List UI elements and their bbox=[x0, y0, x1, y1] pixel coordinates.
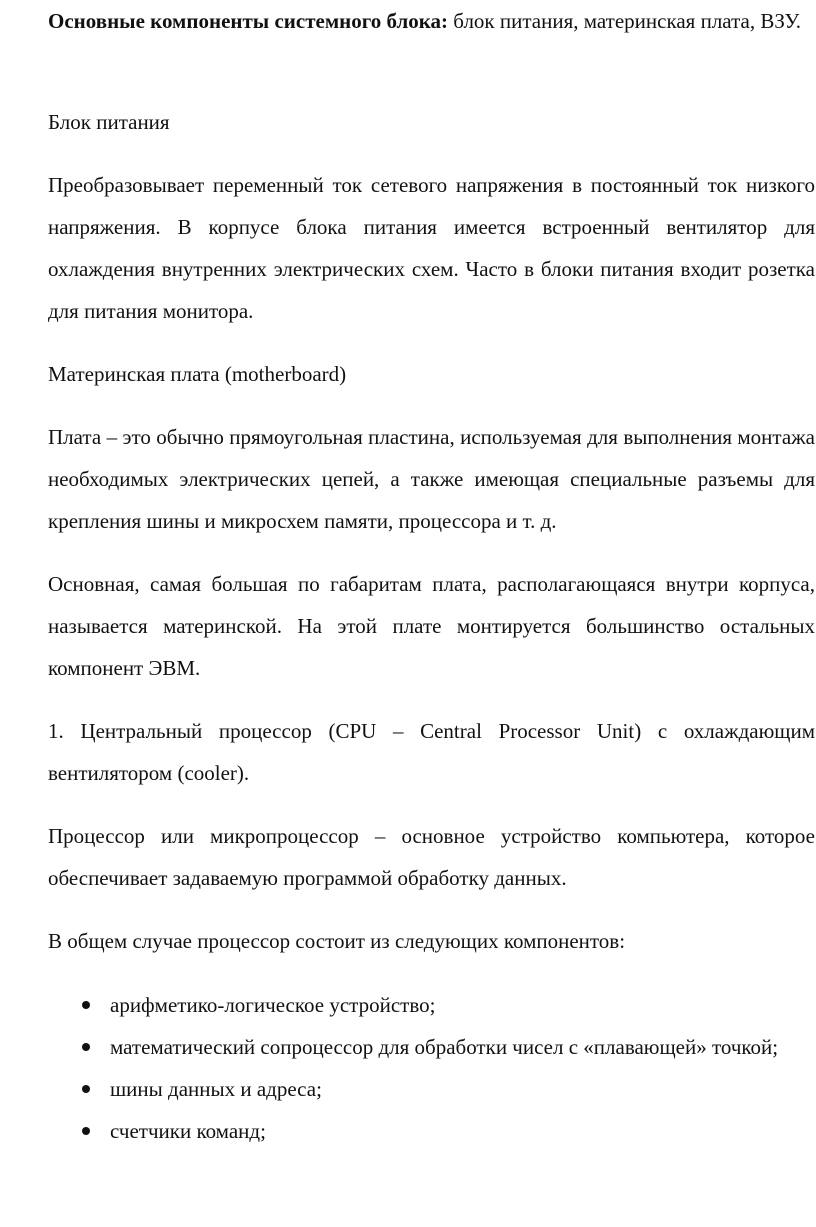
bullet-icon bbox=[82, 1001, 90, 1009]
list-item bbox=[48, 1110, 815, 1152]
list-item bbox=[48, 1068, 815, 1110]
bullet-icon bbox=[82, 1127, 90, 1135]
bullet-icon bbox=[82, 1043, 90, 1051]
section-mb-title: Материнская плата (motherboard) bbox=[48, 362, 347, 386]
cpu-components-intro: В общем случае процессор состоит из следующих компонентов: bbox=[48, 929, 626, 953]
section-mb-text2: Основная, самая большая по габаритам плата, располагающаяся внутри корпуса, называется материнской. На этой плате монтируется большинство остальных компонент ЭВМ. bbox=[48, 572, 815, 680]
intro-heading: Основные компоненты системного блока: bbox=[48, 9, 449, 33]
list-item-text: счетчики команд; bbox=[110, 1119, 266, 1143]
list-item-text: шины данных и адреса; bbox=[110, 1077, 322, 1101]
list-item-text: арифметико-логическое устройство; bbox=[110, 993, 436, 1017]
list-item-text: математический сопроцессор для обработки чисел с «плавающей» точкой; bbox=[110, 1035, 779, 1059]
section-psu-text: Преобразовывает переменный ток сетевого напряжения в постоянный ток низкого напряжения. В корпусе блока питания имеется встроенный вентилятор для охлаждения внутренних электрических схем. Часто в блоки питания входит розетка для питания монитора. bbox=[48, 173, 815, 323]
list-item bbox=[48, 984, 815, 1026]
cpu-components-list bbox=[48, 984, 815, 1152]
section-mb-text1: Плата – это обычно прямоугольная пластина, используемая для выполнения монтажа необходимых электрических цепей, а также имеющая специальные разъемы для крепления шины и микросхем памяти, процессора и т. д. bbox=[48, 425, 815, 533]
intro-rest: блок питания, материнская плата, ВЗУ. bbox=[448, 9, 802, 33]
bullet-icon bbox=[82, 1085, 90, 1093]
intro-paragraph bbox=[48, 0, 815, 42]
cpu-list-item: 1. Центральный процессор (CPU – Central Processor Unit) с охлаждающим вентилятором (cooler). bbox=[48, 719, 815, 785]
section-psu-title: Блок питания bbox=[48, 110, 170, 134]
list-item bbox=[48, 1026, 815, 1068]
cpu-description: Процессор или микропроцессор – основное устройство компьютера, которое обеспечивает задаваемую программой обработку данных. bbox=[48, 824, 815, 890]
